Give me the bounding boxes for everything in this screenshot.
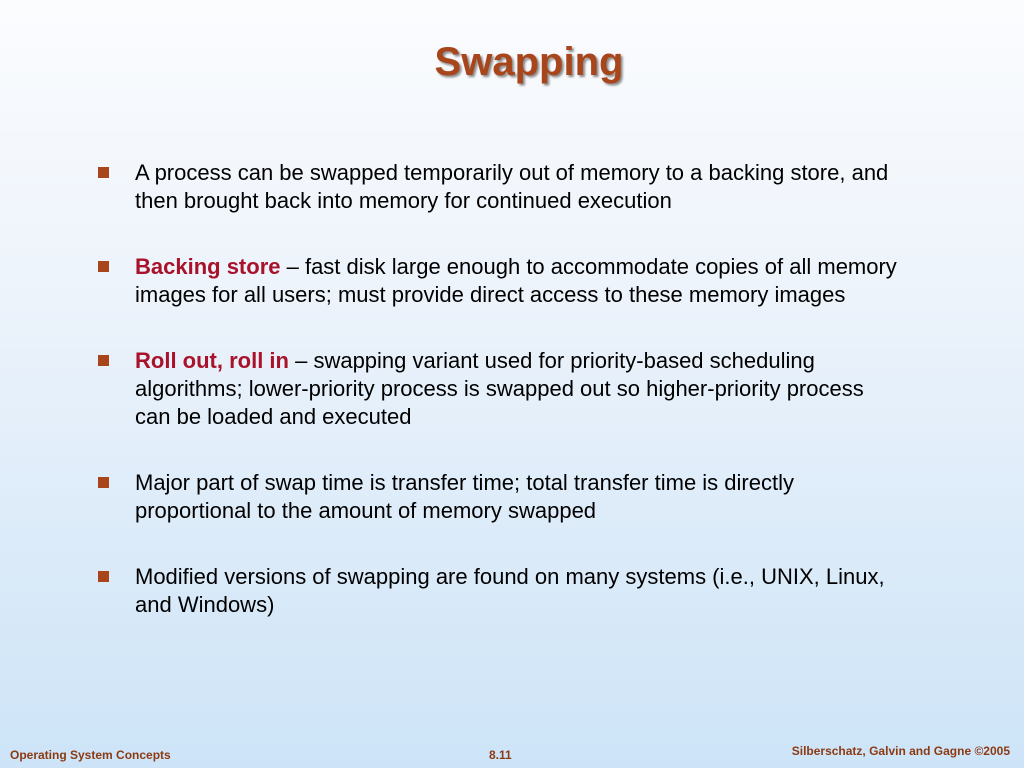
bullet-list xyxy=(98,159,898,657)
square-bullet-icon xyxy=(98,477,109,488)
square-bullet-icon xyxy=(98,167,109,178)
bullet-item xyxy=(98,159,898,215)
bullet-item xyxy=(98,563,898,619)
bullet-text: – fast disk large enough to accommodate copies of all memory images for all users; must provide direct access to these memory images xyxy=(135,254,897,307)
footer-book-title: Operating System Concepts xyxy=(10,748,171,762)
square-bullet-icon xyxy=(98,355,109,366)
bullet-text: A process can be swapped temporarily out of memory to a backing store, and then brought back into memory for continued execution xyxy=(135,160,889,213)
footer-copyright: Silberschatz, Galvin and Gagne ©2005 xyxy=(791,744,1010,758)
footer-page-number: 8.11 xyxy=(489,748,512,762)
bullet-text: Modified versions of swapping are found on many systems (i.e., UNIX, Linux, and Windows) xyxy=(135,564,885,617)
bullet-item xyxy=(98,469,898,525)
bullet-text: – swapping variant used for priority-based scheduling algorithms; lower-priority process is swapped out so higher-priority process can be loaded and executed xyxy=(135,348,864,429)
square-bullet-icon xyxy=(98,261,109,272)
square-bullet-icon xyxy=(98,571,109,582)
bullet-term: Backing store xyxy=(135,254,281,279)
bullet-text: Major part of swap time is transfer time; total transfer time is directly proportional to the amount of memory swapped xyxy=(135,470,794,523)
bullet-term: Roll out, roll in xyxy=(135,348,289,373)
slide-title: Swapping xyxy=(434,40,624,84)
bullet-item xyxy=(98,253,898,309)
bullet-item xyxy=(98,347,898,431)
